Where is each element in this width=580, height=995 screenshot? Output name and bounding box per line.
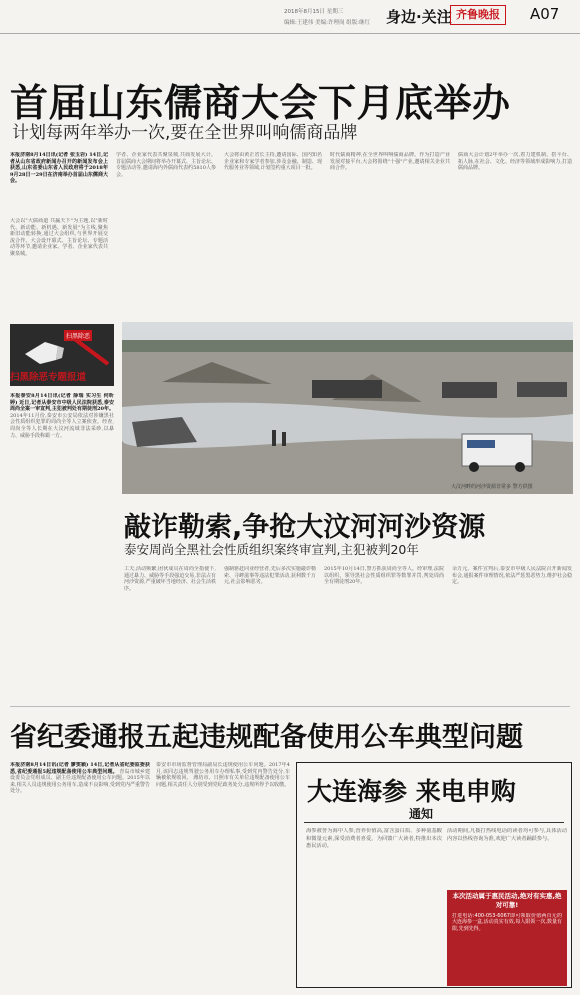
badge-label: 扫黑除恶专题报道 [10,372,87,383]
story1-col-1: 大会以"大儒商道 共赢天下"为主题,以"新时代、新动能、新机遇、新发展"为主线,聚焦新旧动能转换,通过大会组织,与世界开展交流合作。大会设开幕式、主旨论坛、专题活动等环节,邀请企业家、学者、企业家代表共聚泉城。 [10,218,108,257]
story2-col-1 [10,393,114,703]
ad-divider [304,822,564,823]
story3-col-1-text: 青岛市城乡建设委员会党组成员、副主任违规配备使用公车问题。2015年以来,相关人员违规使用公务用车,造成不良影响,受到党内严重警告处分。 [10,768,150,795]
ad-col-1: 海参被誉为海中人参,营养价值高,富含蛋白质、多种氨基酸和微量元素,深受消费者喜爱。为回馈广大读者,特推出本次惠民活动。 [306,828,442,849]
story1-headline: 首届山东儒商大会下月底举办 [10,81,511,125]
story3-col-2-text: 泰安市市场监督管理局副局长违规使用公车问题。2017年4月,该同志违规驾驶公务用车办理私事,受到党内警告处分,车辆被依规收回。 [156,762,290,782]
story3-headline: 省纪委通报五起违规配备使用公车典型问题 [10,722,523,753]
story3-col-2 [156,762,290,988]
story3-col-3-text: 潍坊市、日照市有关单位违规配备使用公车问题,相关责任人分别受到党纪政务处分,违规所得予以收缴。 [156,775,290,788]
story3-col-1 [10,762,150,988]
river-sand-photo [122,322,573,494]
river-photo-image [122,322,573,494]
editors-line: 编辑:王建伟 美编:许理岗 组版:继红 [284,20,371,26]
story2-lead-text: 本报泰安8月14日讯(记者 薛瑞 实习生 何昕婷) 近日,记者从泰安市中级人民法院获悉,泰安周尚全案一审宣判,主犯被判处有期徒刑20年。 [10,393,114,413]
story3-lead-text: 本报济南8月14日讯(记者 廖雯颖) 14日,记者从省纪委监委获悉,省纪委通报5起违规配备使用公车典型问题。 [10,762,150,775]
story2-col-4: 2015年10月14日,警方抓获周尚全等人。经审理,法院以组织、领导黑社会性质组织罪等数罪并罚,判处周尚全有期徒刑20年。 [324,566,444,586]
ad-col-2: 活动期间,凡拨打热线电话的读者均可参与,具体活动内容以热线咨询为准,欢迎广大读者踊跃参与。 [447,828,567,842]
ad-offer-body: 打进电话:400-053-6067即可领取价值两百元的大连海参一盒,活动真实有效,每人限领一次,数量有限,先到先得。 [452,913,562,932]
story2-subheadline: 泰安周尚全黑社会性质组织案终审宣判,主犯被判20年 [124,542,419,557]
story2-col-3: 强制驱赶同业经营者,先后多次实施敲诈勒索、寻衅滋事等违法犯罪活动,获利数千万元,社会影响恶劣。 [224,566,316,586]
story1-subheadline: 计划每两年举办一次,要在全世界叫响儒商品牌 [12,123,358,143]
story1-col-4: 时代儒商精神,在全世界叫响儒商品牌。作为打造产业发展对接平台,大会将围绕"十强"产业,邀请相关企业共商合作。 [330,152,450,172]
story1-col-2: 学者、企业家代表共聚泉城,共商发展大计。首届儒商大会期间将举办开幕式、主旨论坛、专题活动等,邀请海内外儒商代表约5810人参会。 [116,152,216,178]
page-number: A07 [530,5,560,23]
story3-divider [10,706,570,707]
photo-caption: 大汶河畔的河沙资源非常多 警方供图 [451,484,533,490]
ad-offer-headline: 本次活动属于惠民活动,绝对有实惠,绝对可靠! [452,892,562,909]
story2-col-5: 余万元。案件宣判后,泰安市中级人民法院召开新闻发布会,通报案件审理情况,依法严惩黑恶势力,维护社会稳定。 [452,566,572,586]
story1-col-3: 大会将由黄正省长主持,邀请国际、国内知名企业家和专家学者参加,涉及金融、制造、现代服务业等领域,计划签约重大项目一批。 [224,152,322,172]
ad-title: 大连海参 来电申购 [307,777,516,806]
story2-headline: 敲诈勒索,争抢大汶河河沙资源 [124,512,486,543]
story2-col-2: 工夫,活动频繁,团伙成员在周尚全指使下,通过暴力、威胁等手段强迫交易,非法占有河沙资源,严重破坏当地经济、社会生活秩序。 [124,566,216,592]
header-divider [0,33,580,34]
ad-notice: 通知 [409,807,434,821]
date-line: 2018年8月15日 星期三 [284,9,344,15]
story1-lead-text: 本报济南8月14日讯(记者 张玉岩) 14日,记者从山东省政府新闻办召开的新闻发布会上获悉,山东省委山东省人民政府将于2018年9月28日一29日在济南举办首届山东儒商大会。 [10,152,108,185]
paper-logo: 齐鲁晚报 [450,5,506,25]
section-label: 身边·关注 [386,8,452,26]
story2-col-1-text: 2014年11月份,泰安市公安局依法对涉嫌黑社会性质组织犯罪的周尚全等人立案侦查。经查,周尚全等人长期在大汶河流域非法采砂,以暴力、威胁手段称霸一方。 [10,412,114,439]
badge-tag: 扫黑除恶 [64,330,92,341]
story1-col-5: 儒商大会计划2年举办一次,着力建机制、搭平台、拓人脉,在社会、文化、经济等领域形成影响力,打造儒商品牌。 [458,152,572,172]
